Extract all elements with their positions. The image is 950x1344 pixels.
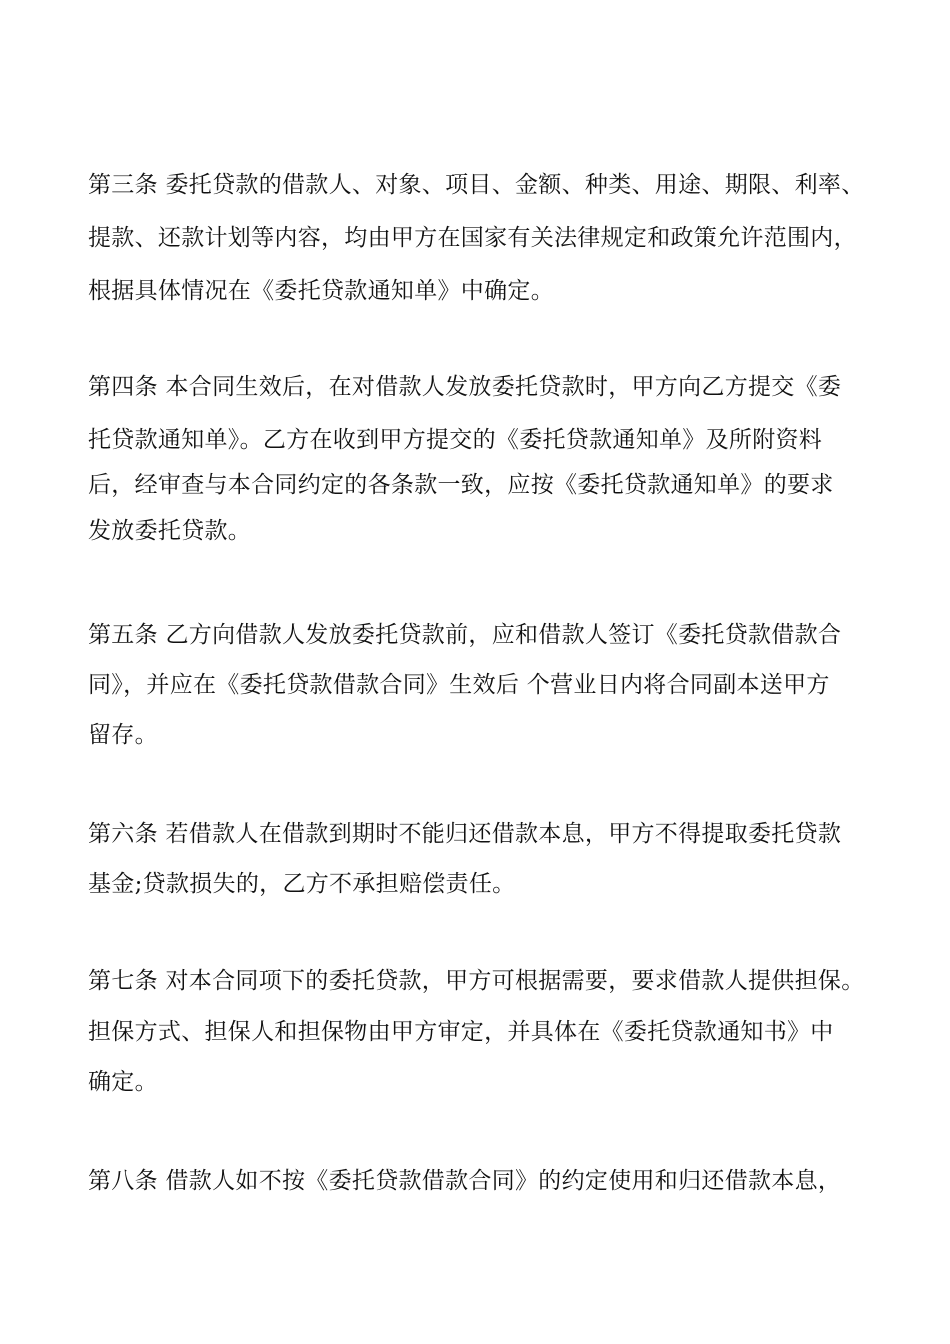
article-4-line-1: 第四条 本合同生效后，在对借款人发放委托贷款时，甲方向乙方提交《委: [88, 374, 842, 400]
article-5-line-1: 第五条 乙方向借款人发放委托贷款前，应和借款人签订《委托贷款借款合: [88, 622, 842, 648]
article-6-line-1: 第六条 若借款人在借款到期时不能归还借款本息，甲方不得提取委托贷款: [88, 821, 842, 847]
article-3-line-2: 提款、还款计划等内容，均由甲方在国家有关法律规定和政策允许范围内，: [88, 225, 857, 251]
article-5-line-3: 留存。: [88, 722, 158, 748]
article-4-line-4: 发放委托贷款。: [88, 518, 252, 544]
article-7-line-3: 确定。: [88, 1069, 158, 1095]
article-8-line-1: 第八条 借款人如不按《委托贷款借款合同》的约定使用和归还借款本息，: [88, 1168, 842, 1194]
article-3-line-3: 根据具体情况在《委托贷款通知单》中确定。: [88, 278, 554, 304]
article-3-line-1: 第三条 委托贷款的借款人、对象、项目、金额、种类、用途、期限、利率、: [88, 172, 865, 198]
article-7-line-2: 担保方式、担保人和担保物由甲方审定，并具体在《委托贷款通知书》中: [88, 1019, 834, 1045]
article-4-line-3: 后，经审查与本合同约定的各条款一致，应按《委托贷款通知单》的要求: [88, 472, 834, 498]
article-4-line-2: 托贷款通知单》。乙方在收到甲方提交的《委托贷款通知单》及所附资料: [88, 427, 823, 453]
article-5-line-2: 同》，并应在《委托贷款借款合同》生效后 个营业日内将合同副本送甲方: [88, 672, 830, 698]
article-6-line-2: 基金;贷款损失的，乙方不承担赔偿责任。: [88, 871, 516, 897]
article-7-line-1: 第七条 对本合同项下的委托贷款，甲方可根据需要，要求借款人提供担保。: [88, 968, 865, 994]
